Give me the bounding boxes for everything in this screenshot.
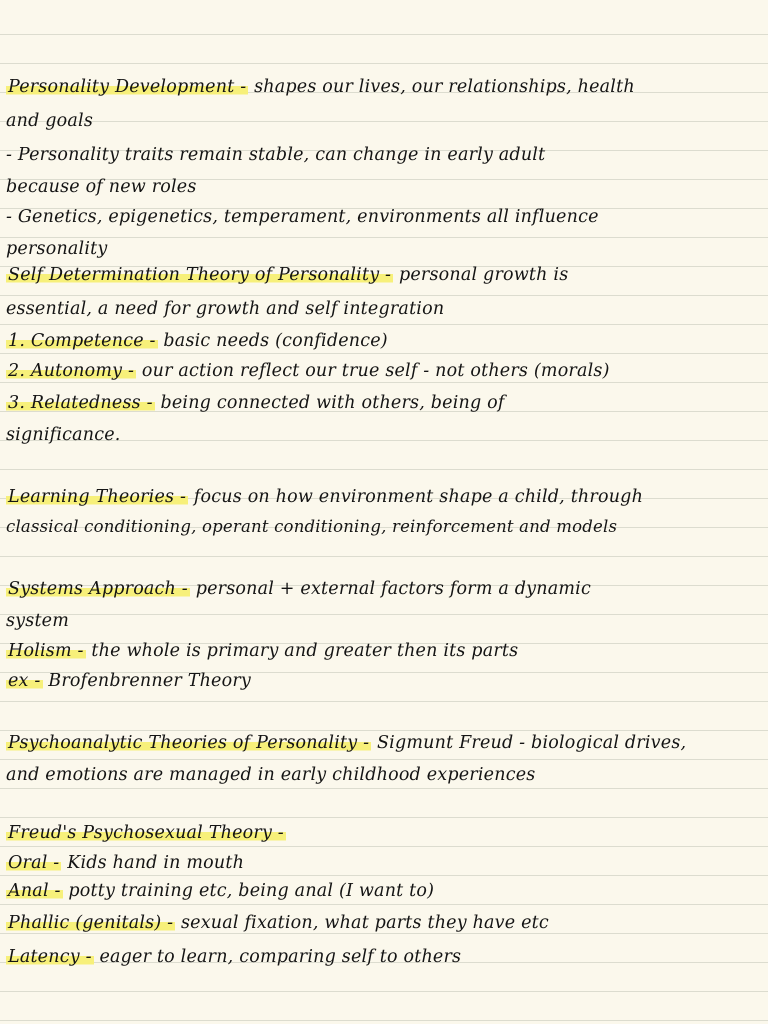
- note-text: the whole is primary and greater then its parts: [91, 641, 519, 661]
- note-line: [6, 108, 766, 134]
- heading-competence: 1. Competence -: [8, 331, 156, 351]
- heading-relatedness: 3. Relatedness -: [8, 393, 153, 413]
- note-text: Brofenbrenner Theory: [48, 671, 251, 691]
- note-line-example: [6, 668, 766, 694]
- note-line-holism: [6, 638, 766, 664]
- heading-learning-theories: Learning Theories -: [8, 487, 187, 507]
- note-line-personality-development: [6, 74, 766, 100]
- note-line-competence: [6, 328, 766, 354]
- note-text: sexual fixation, what parts they have etc: [181, 913, 549, 933]
- note-line: [6, 174, 766, 200]
- note-text: Sigmunt Freud - biological drives,: [376, 733, 687, 753]
- note-text: system: [6, 611, 70, 631]
- note-line-learning-theories: [6, 484, 766, 510]
- note-text: eager to learn, comparing self to others: [99, 947, 462, 967]
- note-line: [6, 514, 766, 540]
- heading-autonomy: 2. Autonomy -: [8, 361, 135, 381]
- note-line-psychoanalytic: [6, 730, 766, 756]
- heading-systems-approach: Systems Approach -: [8, 579, 188, 599]
- heading-anal: Anal -: [8, 881, 61, 901]
- note-text: classical conditioning, operant conditioning, reinforcement and models: [6, 517, 618, 536]
- note-text: personal growth is: [398, 265, 569, 285]
- note-line: [6, 142, 766, 168]
- note-text: and goals: [6, 111, 94, 131]
- note-text: Kids hand in mouth: [67, 853, 245, 873]
- note-text: essential, a need for growth and self integration: [6, 299, 445, 319]
- note-text: being connected with others, being of: [160, 393, 505, 413]
- note-line: [6, 236, 766, 262]
- note-text: our action reflect our true self - not others (morals): [141, 361, 610, 381]
- note-line-anal: [6, 878, 766, 904]
- note-line-psychosexual: [6, 820, 766, 846]
- heading-holism: Holism -: [8, 641, 84, 661]
- heading-psychoanalytic-theories: Psychoanalytic Theories of Personality -: [8, 733, 370, 753]
- note-text: potty training etc, being anal (I want to): [68, 881, 435, 901]
- note-text: - Genetics, epigenetics, temperament, environments all influence: [6, 207, 599, 227]
- heading-personality-development: Personality Development -: [8, 77, 247, 97]
- note-text: personality: [6, 239, 108, 259]
- note-line-relatedness: [6, 390, 766, 416]
- note-line-systems-approach: [6, 576, 766, 602]
- note-text: - Personality traits remain stable, can change in early adult: [6, 145, 546, 165]
- heading-psychosexual-theory: Freud's Psychosexual Theory -: [8, 823, 284, 843]
- heading-latency: Latency -: [8, 947, 92, 967]
- note-line: [6, 608, 766, 634]
- note-text: significance.: [6, 425, 121, 445]
- heading-oral: Oral -: [8, 853, 60, 873]
- note-text: personal + external factors form a dynamic: [195, 579, 591, 599]
- note-line-latency: [6, 944, 766, 970]
- note-line-phallic: [6, 910, 766, 936]
- note-text: and emotions are managed in early childhood experiences: [6, 765, 536, 785]
- heading-phallic: Phallic (genitals) -: [8, 913, 174, 933]
- note-line-self-determination: [6, 262, 766, 288]
- note-text: because of new roles: [6, 177, 197, 197]
- note-line-oral: [6, 850, 766, 876]
- note-text: focus on how environment shape a child, through: [193, 487, 644, 507]
- note-line: [6, 204, 766, 230]
- note-line: [6, 762, 766, 788]
- note-line: [6, 422, 766, 448]
- heading-example: ex -: [8, 671, 41, 691]
- note-text: shapes our lives, our relationships, health: [254, 77, 635, 97]
- note-text: basic needs (confidence): [163, 331, 388, 351]
- note-line-autonomy: [6, 358, 766, 384]
- note-line: [6, 296, 766, 322]
- heading-self-determination-theory: Self Determination Theory of Personality -: [8, 265, 392, 285]
